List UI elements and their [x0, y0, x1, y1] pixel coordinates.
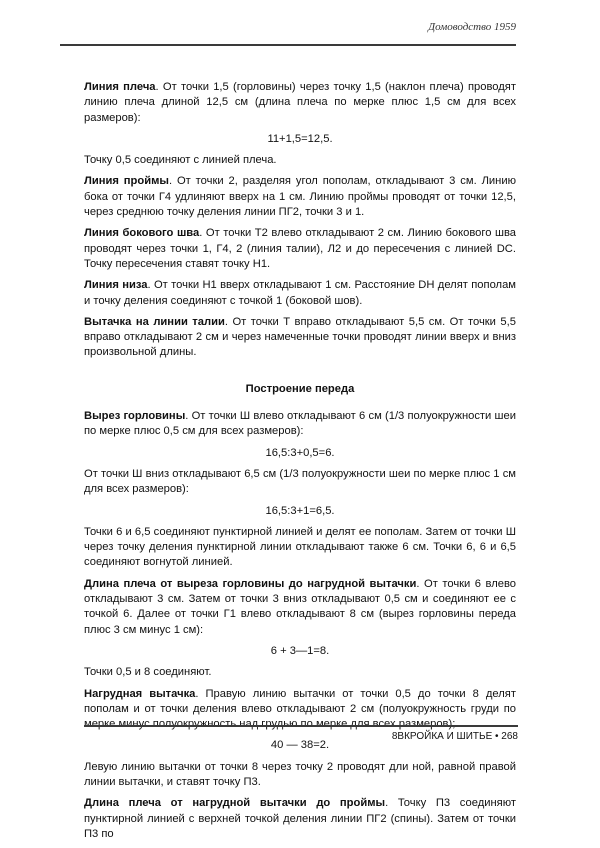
- paragraph-text: . Точку П3 соединяют пунктирной линией с верхней точкой деления линии ПГ2 (спины). Затем от точки П3 по: [84, 797, 516, 840]
- paragraph-term: Линия низа: [84, 279, 148, 292]
- running-title: Домоводство 1959: [428, 21, 516, 33]
- formula: 16,5:3+0,5=6.: [265, 446, 335, 459]
- paragraph-term: Длина плеча от выреза горловины до нагрудной вытачки: [84, 577, 417, 590]
- paragraph-waist-dart: [84, 315, 516, 361]
- page-footer: [84, 725, 518, 744]
- paragraph-text: . Правую линию вытачки от точки 0,5 до точки 8 делят пополам и от точки деления влево откладывают 2 см (полуокружность груди по мерке минус полуокружность над грудью по мерке для всех размеров);: [84, 687, 516, 731]
- paragraph-term: Линия плеча: [84, 81, 156, 93]
- paragraph-term: Нагрудная вытачка: [84, 687, 196, 700]
- paragraph-shoulder-line: [84, 80, 516, 126]
- paragraph: Точки 0,5 и 8 соединяют.: [84, 666, 212, 679]
- paragraph: От точки Ш вниз откладывают 6,5 см (1/3 полуокружности шеи по мерке плюс 1 см для всех размеров):: [84, 467, 516, 496]
- paragraph-text: . От точки 6 влево откладывают 3 см. Затем от точки 3 вниз откладывают 0,5 см и соединяют ее с точкой 6. Далее от точки Г1 влево откладывают 8 см (вырез горловины переда плюс 3 см минус 1 см):: [84, 577, 516, 636]
- formula: 40 — 38=2.: [270, 739, 330, 752]
- paragraph-text: . От точки 1,5 (горловины) через точку 1,5 (наклон плеча) проводят линию плеча длиной 12,5 см (длина плеча по мерке плюс 1,5 см для всех размеров):: [84, 81, 516, 124]
- paragraph: Точку 0,5 соединяют с линией плеча.: [84, 154, 277, 167]
- paragraph-term: Длина плеча от нагрудной вытачки до проймы: [84, 797, 386, 810]
- formula: 11+1,5=12,5.: [267, 132, 333, 145]
- formula: 6 + 3—1=8.: [270, 644, 330, 657]
- paragraph-term: Линия бокового шва: [84, 227, 200, 240]
- formula: 16,5:3+1=6,5.: [265, 504, 335, 517]
- paragraph-shoulder-to-armhole: [84, 796, 516, 842]
- paragraph-term: Вырез горловины: [84, 410, 186, 423]
- paragraph-side-seam-line: [84, 226, 516, 272]
- paragraph-text: . От точки 2, разделяя угол пополам, откладывают 3 см. Линию бока от точки Г4 удлиняют вверх на 1 см. Линию проймы проводят от точки 12,5, через среднюю точку деления линии ПГ2, точки 3 и 1.: [84, 175, 516, 219]
- paragraph-term: Линия проймы: [84, 175, 169, 188]
- paragraph-text: . От точки Т2 влево откладывают 2 см. Линию бокового шва проводят через точки 1, Г4, 2 (линия талии), Л2 и до пересечения с линией DC. Точку пересечения ставят точку Н1.: [84, 227, 517, 270]
- page-number: 8ВКРОЙКА И ШИТЬЕ • 268: [391, 731, 518, 742]
- paragraph-armhole-line: [84, 174, 516, 220]
- paragraph-hem-line: [84, 278, 516, 309]
- paragraph-term: Вытачка на линии талии: [84, 315, 225, 328]
- paragraph: Левую линию вытачки от точки 8 через точку 2 проводят дли ной, равной правой линии вытачки, и ставят точку П3.: [84, 760, 516, 788]
- paragraph: Точки 6 и 6,5 соединяют пунктирной линией и делят ее пополам. Затем от точки Ш через точку деления пунктирной линии откладывают также 6 см. Точки 6, 6 и 6,5 соединяют вогнутой линией.: [84, 525, 516, 569]
- paragraph-text: . От точки Н1 вверх откладывают 1 см. Расстояние DH делят пополам и точку деления соединяют с точкой 1 (боковой шов).: [84, 279, 516, 307]
- paragraph-neckline: [84, 409, 516, 440]
- paragraph-shoulder-to-bust-dart: [84, 577, 516, 638]
- running-header: [60, 14, 516, 46]
- section-heading: Построение переда: [245, 382, 355, 395]
- paragraph-text: . От точки Т вправо откладывают 5,5 см. От точки 5,5 вправо откладывают 2 см и через намеченные точки проводят линии вверх и вниз произвольной длины.: [84, 315, 516, 359]
- paragraph-text: . От точки Ш влево откладывают 6 см (1/3 полуокружности шеи по мерке плюс 0,5 см для всех размеров):: [84, 410, 516, 438]
